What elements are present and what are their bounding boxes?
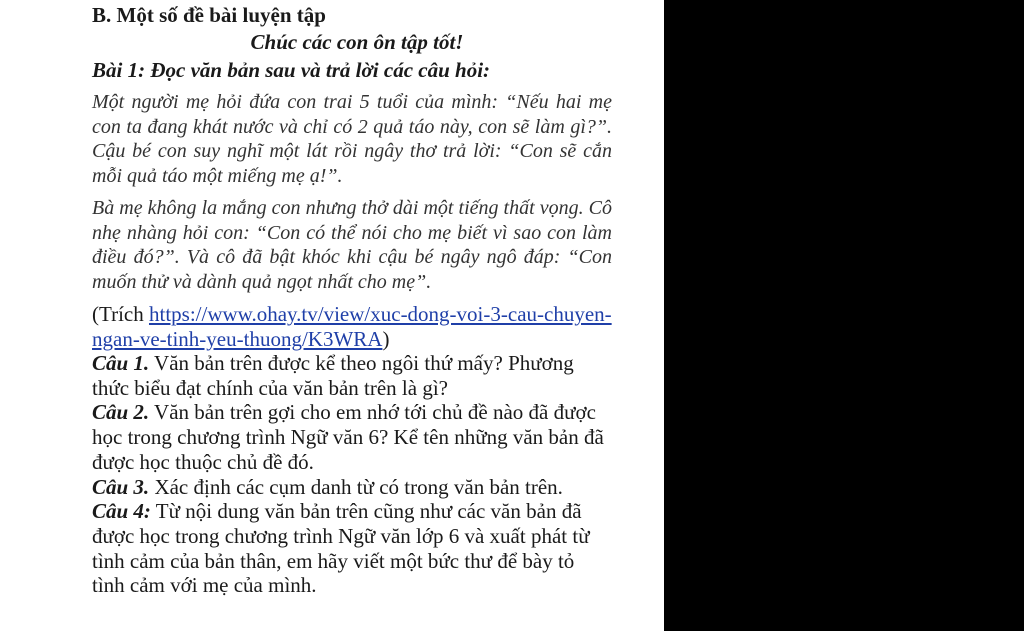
section-title: B. Một số đề bài luyện tập bbox=[92, 3, 326, 27]
question-label: Câu 2. bbox=[92, 400, 150, 425]
wish-line: Chúc các con ôn tập tốt! bbox=[250, 30, 464, 54]
question-label: Câu 3. bbox=[92, 474, 150, 499]
black-side-panel bbox=[664, 0, 1024, 631]
reading-passage bbox=[92, 90, 612, 294]
source-suffix: ) bbox=[382, 326, 390, 351]
question-label: Câu 1. bbox=[92, 351, 150, 375]
passage-paragraph-2: Bà mẹ không la mắng con nhưng thở dài một tiếng thất vọng. Cô nhẹ nhàng hỏi con: “Con có thể nói cho mẹ biết vì sao con làm điều đó?”. Và cô đã bật khóc khi cậu bé ngây ngô đáp: “Con muốn thử và dành quả ngọt nhất cho mẹ”. bbox=[92, 197, 612, 293]
exercise-title: Bài 1: Đọc văn bản sau và trả lời các câu hỏi: bbox=[92, 58, 491, 82]
question-text: Văn bản trên được kể theo ngôi thứ mấy? Phương thức biểu đạt chính của văn bản trên là gì? bbox=[92, 351, 574, 400]
question-1 bbox=[92, 351, 612, 400]
source-citation bbox=[92, 302, 612, 351]
question-4 bbox=[92, 499, 612, 598]
source-prefix: (Trích bbox=[92, 302, 149, 326]
question-3 bbox=[92, 475, 612, 500]
question-text: Văn bản trên gợi cho em nhớ tới chủ đề nào đã được học trong chương trình Ngữ văn 6? Kể tên những văn bản đã được học thuộc chủ đề đó. bbox=[92, 400, 604, 474]
question-text: Xác định các cụm danh từ có trong văn bản trên. bbox=[149, 474, 563, 499]
document-content bbox=[92, 0, 612, 598]
question-2 bbox=[92, 400, 612, 474]
question-label: Câu 4: bbox=[92, 499, 151, 524]
question-text: Từ nội dung văn bản trên cũng như các văn bản đã được học trong chương trình Ngữ văn lớp 6 và xuất phát từ tình cảm của bản thân, em hãy viết một bức thư để bày tỏ tình cảm với mẹ của mình. bbox=[92, 499, 590, 598]
passage-paragraph-1: Một người mẹ hỏi đứa con trai 5 tuổi của mình: “Nếu hai mẹ con ta đang khát nước và chỉ có 2 quả táo này, con sẽ làm gì?”. Cậu bé con suy nghĩ một lát rồi ngây thơ trả lời: “Con sẽ cắn mỗi quả táo một miếng mẹ ạ!”. bbox=[92, 91, 612, 187]
source-link[interactable]: https://www.ohay.tv/view/xuc-dong-voi-3-cau-chuyen-ngan-ve-tinh-yeu-thuong/K3WRA bbox=[92, 302, 612, 351]
